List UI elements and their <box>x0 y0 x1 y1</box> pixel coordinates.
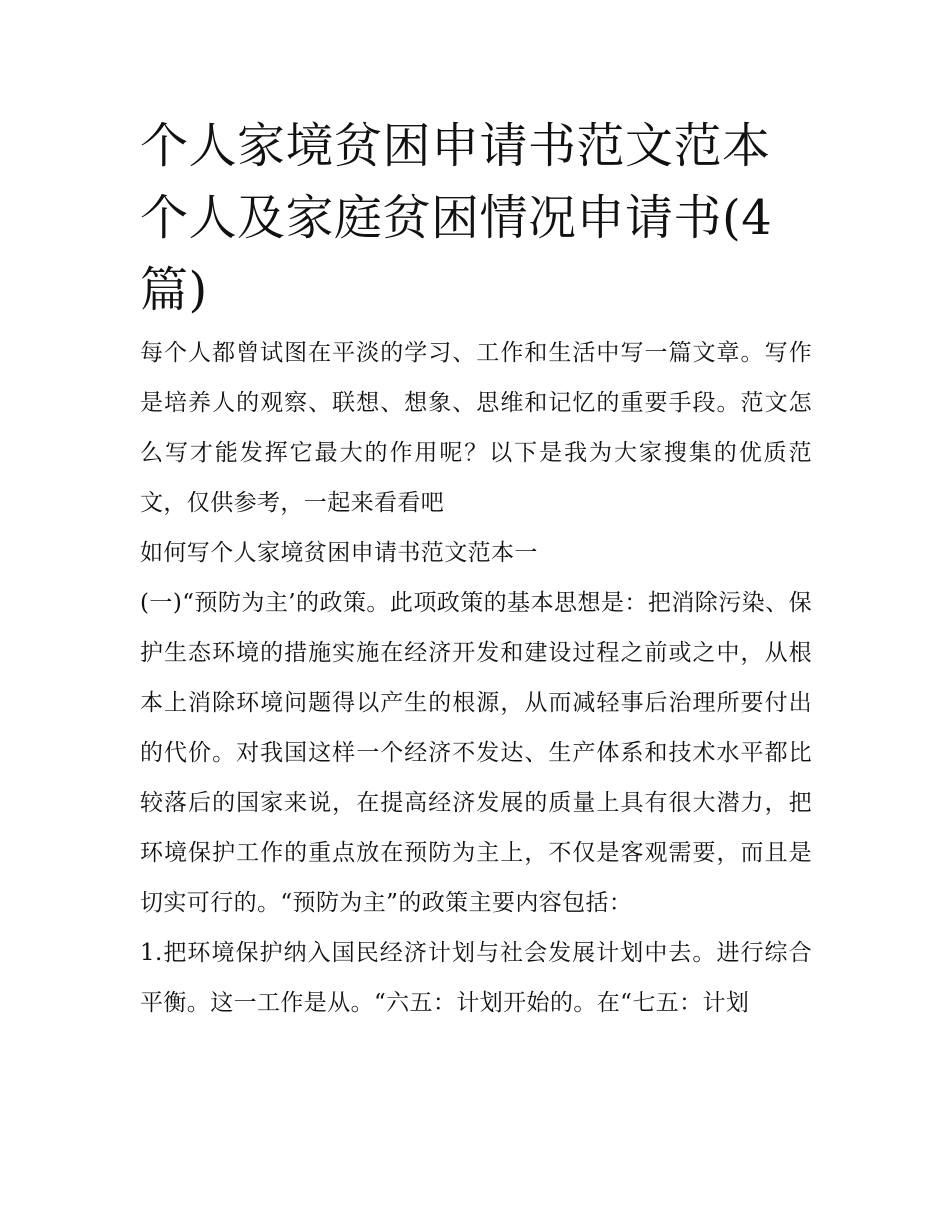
body-paragraph: (一)“预防为主’的政策。此项政策的基本思想是：把消除污染、保护生态环境的措施实施在经济开发和建设过程之前或之中，从根本上消除环境问题得以产生的根源，从而减轻事后治理所要付出的代价。对我国这样一个经济不发达、生产体系和技术水平都比较落后的国家来说，在提高经济发展的质量上具有很大潜力，把环境保护工作的重点放在预防为主上，不仅是客观需要，而且是切实可行的。“预防为主”的政策主要内容包括： <box>140 590 812 916</box>
intro-paragraph: 每个人都曾试图在平淡的学习、工作和生活中写一篇文章。写作是培养人的观察、联想、想象、思维和记忆的重要手段。范文怎么写才能发挥它最大的作用呢？以下是我为大家搜集的优质范文，仅供参考，一起来看看吧 <box>140 340 812 516</box>
document-page <box>140 110 812 1028</box>
list-item: 1.把环境保护纳入国民经济计划与社会发展计划中去。进行综合平衡。这一工作是从。“六五：计划开始的。在“七五：计划 <box>140 940 812 1016</box>
document-title: 个人家境贫困申请书范文范本个人及家庭贫困情况申请书(4篇) <box>140 118 773 318</box>
section-heading: 如何写个人家境贫困申请书范文范本一 <box>140 540 538 566</box>
